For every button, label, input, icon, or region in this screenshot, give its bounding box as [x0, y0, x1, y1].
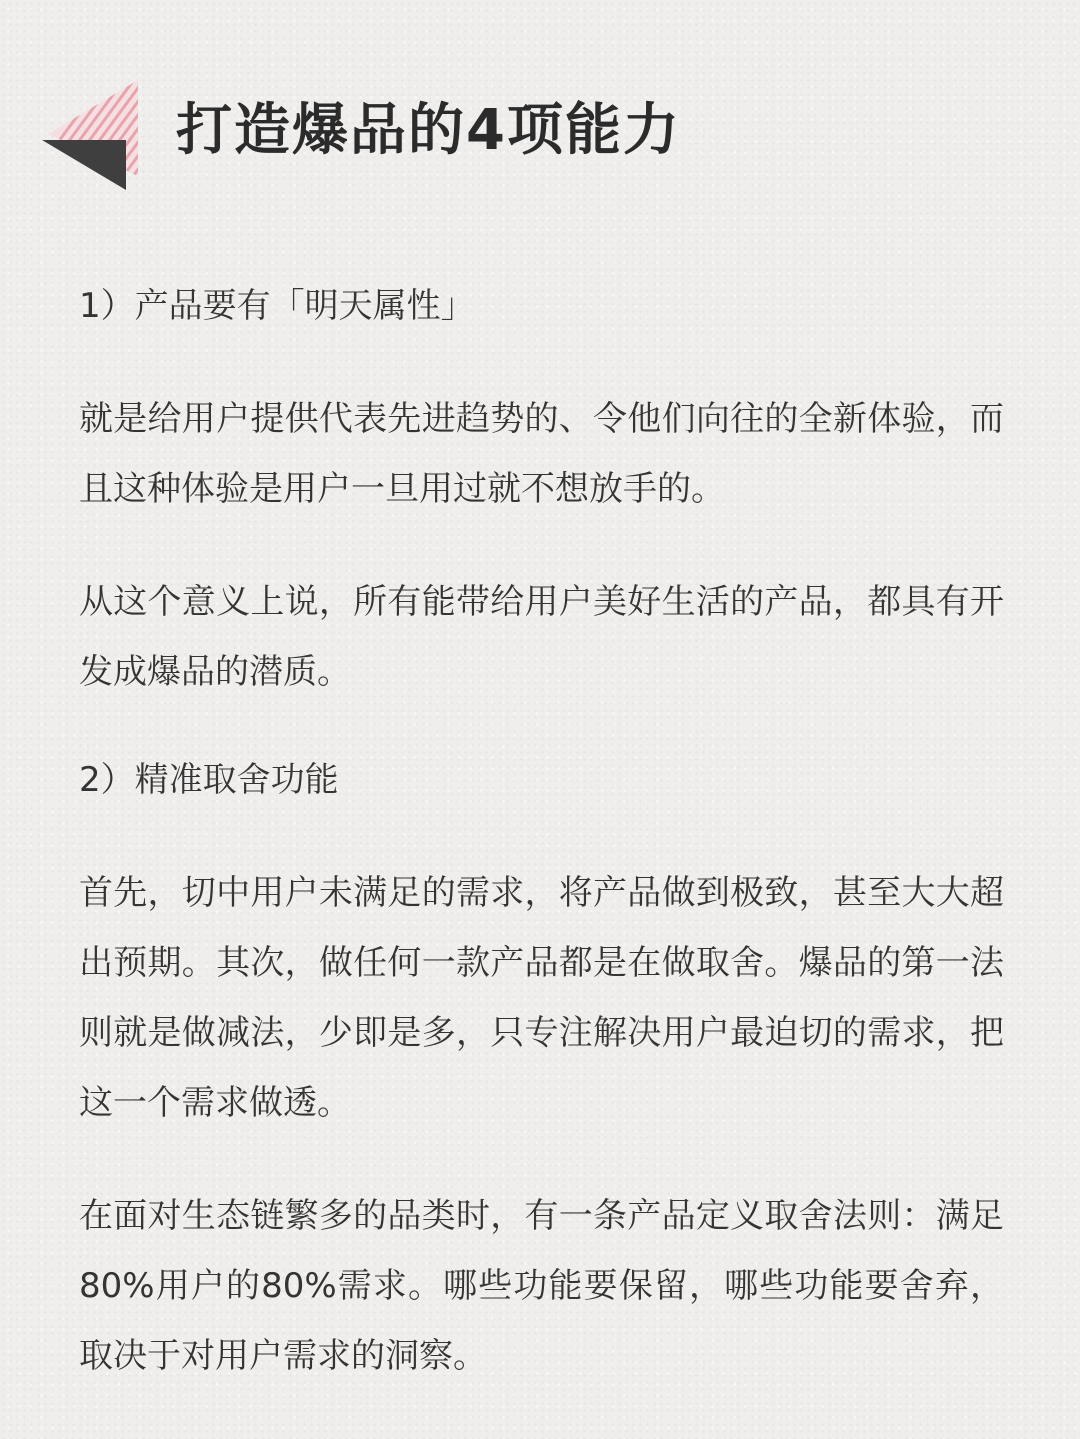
section-heading: 1）产品要有「明天属性」 [79, 286, 475, 326]
paragraph: 在面对生态链繁多的品类时，有一条产品定义取舍法则：满足80%用户的80%需求。哪些功能要保留，哪些功能要舍弃，取决于对用户需求的洞察。 [79, 1196, 1004, 1376]
paragraph: 就是给用户提供代表先进趋势的、令他们向往的全新体验，而且这种体验是用户一旦用过就不想放手的。 [79, 399, 1004, 509]
page-title: 打造爆品的4项能力 [176, 98, 681, 163]
article-body [79, 276, 1004, 1391]
section-2 [79, 750, 1004, 1391]
paragraph: 首先，切中用户未满足的需求，将产品做到极致，甚至大大超出预期。其次，做任何一款产品都是在做取舍。爆品的第一法则就是做减法，少即是多，只专注解决用户最迫切的需求，把这一个需求做透。 [79, 873, 1004, 1123]
page-header [40, 78, 1040, 194]
dark-triangle [42, 140, 126, 190]
section-heading: 2）精准取舍功能 [79, 760, 339, 800]
section-1 [79, 276, 1004, 707]
paragraph: 从这个意义上说，所有能带给用户美好生活的产品，都具有开发成爆品的潜质。 [79, 582, 1004, 692]
triangle-stripes-icon [40, 78, 140, 194]
